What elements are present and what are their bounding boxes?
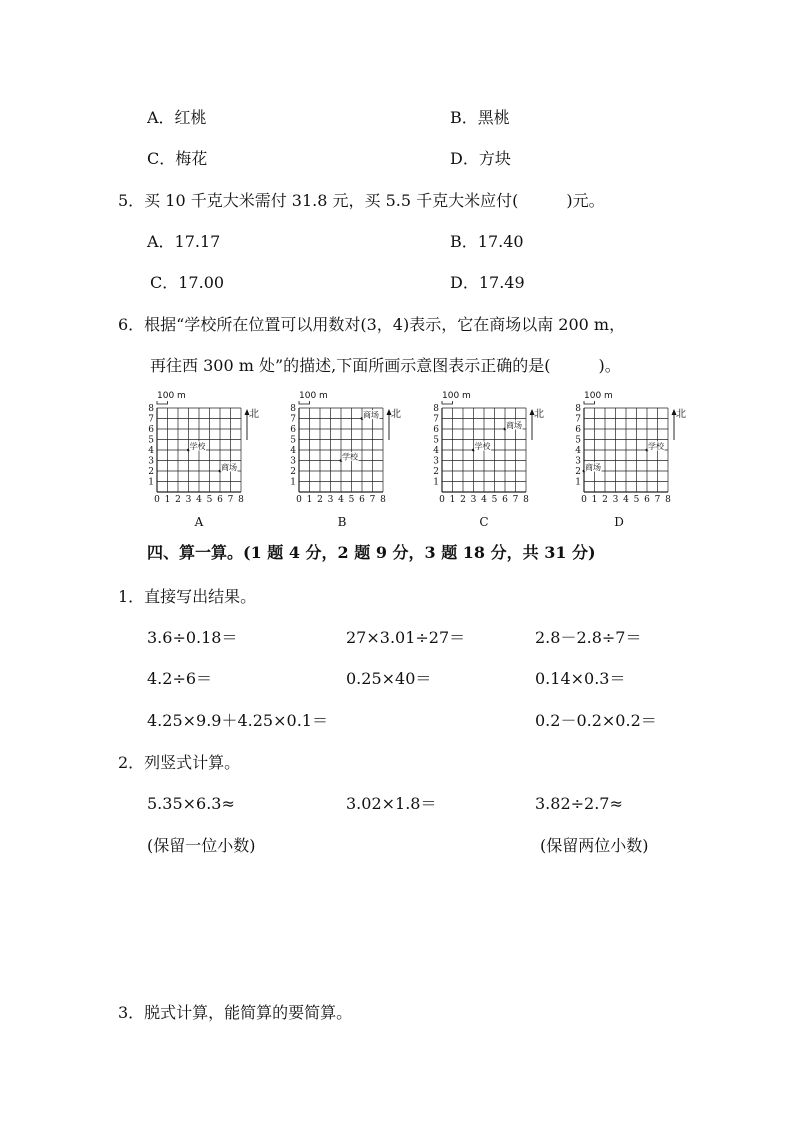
y-tick-label: 1 bbox=[433, 477, 439, 488]
y-tick-label: 4 bbox=[290, 446, 296, 456]
p1-item-1: 3.6÷0.18＝ bbox=[147, 628, 238, 647]
y-tick-label: 6 bbox=[290, 425, 296, 435]
grid-diagram-a bbox=[145, 388, 265, 533]
p2-note-1: (保留一位小数) bbox=[147, 836, 256, 855]
y-tick-label: 8 bbox=[148, 404, 154, 414]
scale-label: 100 m bbox=[157, 391, 186, 401]
x-tick-label: 4 bbox=[196, 495, 202, 505]
q5-option-a: A．17.17 bbox=[147, 232, 221, 251]
p1-title: 1．直接写出结果。 bbox=[118, 587, 257, 606]
x-tick-label: 5 bbox=[491, 495, 498, 505]
x-tick-label: 8 bbox=[238, 495, 244, 505]
y-tick-label: 7 bbox=[433, 414, 439, 425]
scale-label: 100 m bbox=[442, 391, 471, 401]
x-tick-label: 0 bbox=[439, 495, 445, 505]
p1-item-4: 4.2÷6＝ bbox=[147, 669, 213, 688]
x-tick-label: 4 bbox=[481, 495, 487, 505]
q5-stem: 5．买 10 千克大米需付 31.8 元，买 5.5 千克大米应付( )元。 bbox=[118, 191, 605, 210]
y-tick-label: 1 bbox=[575, 477, 581, 488]
p2-item-2: 3.02×1.8＝ bbox=[346, 794, 437, 813]
y-tick-label: 3 bbox=[433, 456, 439, 467]
x-tick-label: 6 bbox=[502, 495, 508, 505]
p2-item-1: 5.35×6.3≈ bbox=[147, 794, 235, 813]
x-tick-label: 1 bbox=[164, 495, 171, 505]
x-tick-label: 7 bbox=[369, 495, 376, 505]
q5-option-d: D．17.49 bbox=[450, 273, 525, 292]
q6-stem-line2: 再往西 300 m 处”的描述,下面所画示意图表示正确的是( )。 bbox=[150, 356, 621, 375]
q5-option-b: B．17.40 bbox=[450, 232, 524, 251]
scale-bracket bbox=[299, 401, 310, 404]
q5-option-c: C．17.00 bbox=[150, 273, 225, 292]
mall-label: 商场 bbox=[585, 463, 601, 472]
x-tick-label: 1 bbox=[449, 495, 456, 505]
y-tick-label: 7 bbox=[290, 414, 296, 425]
y-tick-label: 2 bbox=[290, 467, 296, 477]
x-tick-label: 0 bbox=[581, 495, 587, 505]
x-tick-label: 2 bbox=[460, 495, 466, 505]
x-tick-label: 8 bbox=[523, 495, 529, 505]
grid-caption-a: A bbox=[194, 515, 204, 529]
q4-option-a: A．红桃 bbox=[147, 108, 207, 127]
school-label: 学校 bbox=[648, 442, 664, 451]
y-tick-label: 1 bbox=[148, 477, 154, 488]
y-tick-label: 4 bbox=[433, 446, 439, 456]
mall-label: 商场 bbox=[221, 463, 237, 472]
q4-option-b: B．黑桃 bbox=[450, 108, 510, 127]
y-tick-label: 6 bbox=[148, 425, 154, 435]
x-tick-label: 6 bbox=[217, 495, 223, 505]
x-tick-label: 0 bbox=[296, 495, 302, 505]
grid-caption-b: B bbox=[337, 515, 347, 529]
scale-label: 100 m bbox=[584, 391, 613, 401]
y-tick-label: 5 bbox=[575, 435, 581, 446]
scale-bracket bbox=[442, 401, 453, 404]
y-tick-label: 8 bbox=[575, 404, 581, 414]
x-tick-label: 3 bbox=[612, 495, 619, 505]
y-tick-label: 4 bbox=[575, 446, 581, 456]
q4-option-d: D．方块 bbox=[450, 149, 511, 168]
y-tick-label: 8 bbox=[290, 404, 296, 414]
p3-title: 3．脱式计算，能简算的要简算。 bbox=[118, 1003, 353, 1022]
x-tick-label: 2 bbox=[602, 495, 608, 505]
p1-item-5: 0.25×40＝ bbox=[346, 669, 432, 688]
x-tick-label: 5 bbox=[633, 495, 640, 505]
y-tick-label: 5 bbox=[290, 435, 296, 446]
x-tick-label: 6 bbox=[644, 495, 650, 505]
grid-caption-c: C bbox=[479, 515, 489, 529]
p2-item-3: 3.82÷2.7≈ bbox=[535, 794, 623, 813]
mall-label: 商场 bbox=[506, 421, 522, 430]
scale-bracket bbox=[584, 401, 595, 404]
q4-option-c: C．梅花 bbox=[147, 149, 208, 168]
north-label: 北 bbox=[391, 409, 401, 420]
y-tick-label: 2 bbox=[148, 467, 154, 477]
x-tick-label: 5 bbox=[348, 495, 355, 505]
north-label: 北 bbox=[676, 409, 686, 420]
grid-diagram-b bbox=[287, 388, 407, 533]
x-tick-label: 3 bbox=[327, 495, 334, 505]
x-tick-label: 5 bbox=[206, 495, 213, 505]
grid-svg bbox=[572, 388, 692, 513]
x-tick-label: 7 bbox=[654, 495, 661, 505]
school-label: 学校 bbox=[342, 452, 358, 462]
x-tick-label: 4 bbox=[623, 495, 629, 505]
y-tick-label: 4 bbox=[148, 446, 154, 456]
x-tick-label: 4 bbox=[338, 495, 344, 505]
y-tick-label: 7 bbox=[575, 414, 581, 425]
x-tick-label: 0 bbox=[154, 495, 160, 505]
p1-item-7: 4.25×9.9＋4.25×0.1＝ bbox=[147, 711, 328, 730]
section4-title: 四、算一算。(1 题 4 分，2 题 9 分，3 题 18 分，共 31 分) bbox=[147, 543, 596, 562]
x-tick-label: 8 bbox=[380, 495, 386, 505]
y-tick-label: 3 bbox=[575, 456, 581, 467]
x-tick-label: 6 bbox=[359, 495, 365, 505]
x-tick-label: 1 bbox=[306, 495, 313, 505]
y-tick-label: 2 bbox=[433, 467, 439, 477]
y-tick-label: 6 bbox=[433, 425, 439, 435]
scale-label: 100 m bbox=[299, 391, 328, 401]
y-tick-label: 1 bbox=[290, 477, 296, 488]
x-tick-label: 7 bbox=[512, 495, 519, 505]
q6-stem-line1: 6．根据“学校所在位置可以用数对(3，4)表示，它在商场以南 200 m， bbox=[118, 315, 626, 334]
y-tick-label: 2 bbox=[575, 467, 581, 477]
school-label: 学校 bbox=[474, 442, 491, 451]
north-label: 北 bbox=[534, 409, 544, 420]
y-tick-label: 7 bbox=[148, 414, 154, 425]
grid-diagram-c bbox=[430, 388, 550, 533]
scale-bracket bbox=[157, 401, 168, 404]
y-tick-label: 6 bbox=[575, 425, 581, 435]
p1-item-8: 0.2－0.2×0.2＝ bbox=[535, 711, 657, 730]
grid-diagram-d bbox=[572, 388, 692, 533]
north-label: 北 bbox=[249, 409, 259, 420]
p2-title: 2．列竖式计算。 bbox=[118, 753, 241, 772]
grid-svg bbox=[430, 388, 550, 513]
x-tick-label: 3 bbox=[470, 495, 477, 505]
p1-item-2: 27×3.01÷27＝ bbox=[346, 628, 466, 647]
p2-note-3: (保留两位小数) bbox=[540, 836, 649, 855]
x-tick-label: 8 bbox=[665, 495, 671, 505]
p1-item-6: 0.14×0.3＝ bbox=[535, 669, 626, 688]
y-tick-label: 5 bbox=[433, 435, 439, 446]
grid-svg bbox=[287, 388, 407, 513]
grid-caption-d: D bbox=[614, 515, 624, 529]
y-tick-label: 8 bbox=[433, 404, 439, 414]
x-tick-label: 2 bbox=[175, 495, 181, 505]
y-tick-label: 3 bbox=[290, 456, 296, 467]
x-tick-label: 1 bbox=[591, 495, 598, 505]
x-tick-label: 7 bbox=[227, 495, 234, 505]
mall-label: 商场 bbox=[363, 410, 379, 420]
y-tick-label: 5 bbox=[148, 435, 154, 446]
p1-item-3: 2.8－2.8÷7＝ bbox=[535, 628, 642, 647]
y-tick-label: 3 bbox=[148, 456, 154, 467]
x-tick-label: 3 bbox=[185, 495, 192, 505]
school-label: 学校 bbox=[189, 442, 206, 451]
x-tick-label: 2 bbox=[317, 495, 323, 505]
grid-svg bbox=[145, 388, 265, 513]
